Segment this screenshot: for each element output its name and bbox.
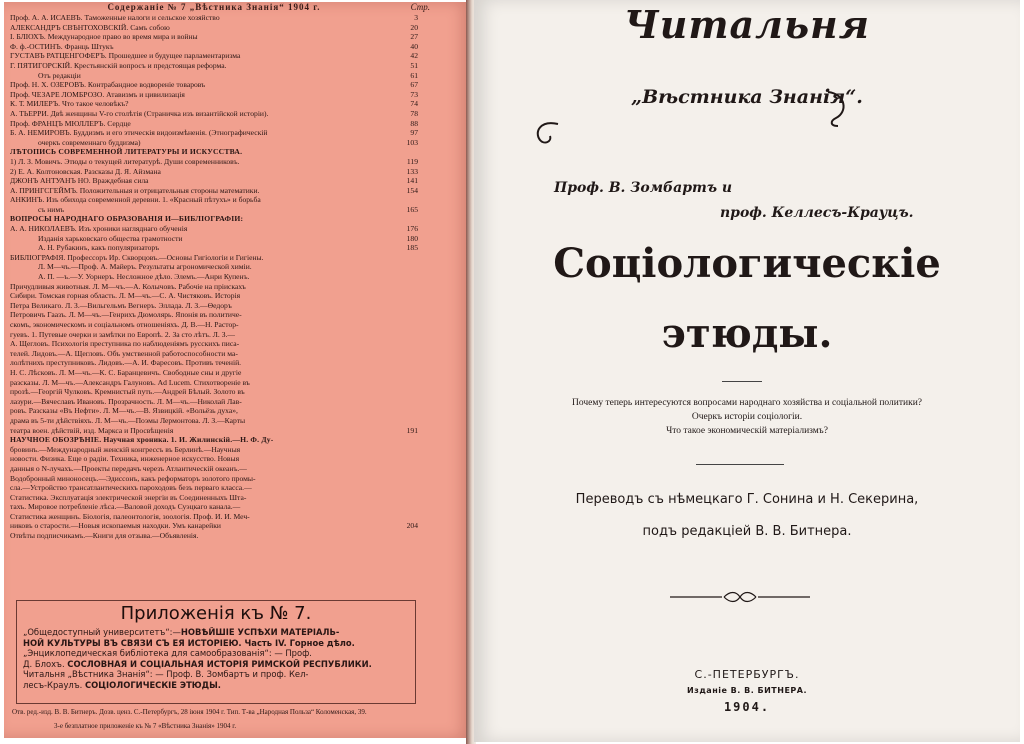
appendix-line bbox=[23, 659, 413, 670]
toc-entry-text: театра воен. дѣйствій, изд. Маркса и Просвѣщенія bbox=[10, 425, 174, 435]
toc-entry bbox=[10, 128, 418, 138]
toc-entry-text: А. П. —ъ.—У. Уорнеръ. Несложное дѣло. Элемъ.—Анри Купенъ. bbox=[38, 272, 250, 282]
toc-page-number: 40 bbox=[410, 41, 418, 51]
section-rule bbox=[696, 464, 784, 465]
toc-entry-text: данныя о N-лучахъ.—Проекты передачъ черезъ Атлантическій океанъ.— bbox=[10, 463, 247, 473]
contents-header: Содержаніе № 7 „Вѣстника Знанія“ 1904 г. bbox=[107, 2, 321, 12]
toc-entry-text: сла.—Устройство трансатлантическихъ пароходовъ безъ перваго класса.— bbox=[10, 483, 252, 493]
series-subtitle: „Вѣстника Знанія“. bbox=[631, 86, 863, 108]
appendix-line bbox=[23, 680, 413, 691]
toc-entry-text: очеркъ современнаго буддизма) bbox=[38, 137, 141, 147]
appendix-line bbox=[23, 627, 413, 638]
toc-page-number: 119 bbox=[406, 156, 418, 166]
toc-entry-text: А. Н. Рубакинъ, какъ популяризаторъ bbox=[38, 243, 160, 253]
appendix-title: Приложенія къ № 7. bbox=[120, 603, 312, 624]
toc-entry bbox=[10, 406, 418, 416]
toc-entry bbox=[10, 42, 418, 52]
toc-page-number: 61 bbox=[410, 70, 418, 80]
toc-entry-text: А. ТЬЕРРИ. Двѣ женщины V-го столѣтія (Страничка изъ византійской исторіи). bbox=[10, 108, 269, 118]
toc-entry-text: АНКИНЪ. Изъ обихода современной деревни. 1. «Красный пѣтухъ» и борьба bbox=[10, 195, 261, 205]
supplement-note: 3-е безплатное приложеніе къ № 7 «Вѣстника Знанія» 1904 г. bbox=[54, 722, 237, 730]
toc-entry bbox=[10, 282, 418, 292]
toc-entry-text: съ нимъ bbox=[38, 204, 65, 214]
translation-credit: Переводъ съ нѣмецкаго Г. Сонина и Н. Секерина, bbox=[575, 492, 919, 507]
author-kelles-krauz: проф. Келлесъ-Крауцъ. bbox=[720, 205, 914, 221]
toc-entry-text: А. ПРИНГСГЕЙМЪ. Положительныя и отрицательныя стороны математики. bbox=[10, 185, 260, 195]
appendix-lines bbox=[23, 627, 413, 691]
toc-entry bbox=[10, 320, 418, 330]
toc-entry bbox=[10, 474, 418, 484]
toc-entry-text: Петра Великаго. Л. З.—Вильгельмъ Вегнеръ. Эллада. Л. З.—Ѳедоръ bbox=[10, 300, 232, 310]
toc-page-number: 78 bbox=[410, 108, 418, 118]
toc-page-number: 74 bbox=[410, 99, 418, 109]
toc-page-number: 20 bbox=[410, 22, 418, 32]
appendix-line-bold-title: НОВѢЙШІЕ УСПѢХИ МАТЕРІАЛЬ- bbox=[180, 627, 340, 637]
toc-entry-text: Н. С. Лѣсковъ. Л. М—чъ.—К. С. Баранцевичъ. Свободные сны и другіе bbox=[10, 367, 242, 377]
toc-section-heading bbox=[10, 435, 418, 445]
toc-entry bbox=[10, 205, 418, 215]
toc-page-number: 51 bbox=[410, 60, 418, 70]
toc-entry bbox=[10, 272, 418, 282]
toc-entry bbox=[10, 339, 418, 349]
toc-entry bbox=[10, 186, 418, 196]
toc-entry-text: К. Т. МИЛЕРЪ. Что такое человѣкъ? bbox=[10, 99, 129, 109]
appendix-box bbox=[16, 600, 416, 704]
toc-entry bbox=[10, 330, 418, 340]
appendix-line bbox=[23, 648, 413, 659]
toc-page-number: 97 bbox=[410, 128, 418, 138]
toc-entry-text: А. А. НИКОЛАЕВЪ. Изъ хроники нагляднаго обученія bbox=[10, 224, 188, 234]
book-title-line-2: этюды. bbox=[661, 310, 833, 357]
toc-page-number: 176 bbox=[406, 224, 418, 234]
flourish-left-icon bbox=[530, 118, 560, 148]
book-title-line-1: Соціологическіе bbox=[553, 240, 941, 287]
toc-page-number: 165 bbox=[406, 204, 418, 214]
toc-entry bbox=[10, 301, 418, 311]
contents-page-column-label: Стр. bbox=[410, 2, 430, 12]
toc-entry-text: лолѣтнихъ преступниковъ. Лидовъ.—А. И. Фаресовъ. Противъ теченій. bbox=[10, 358, 242, 368]
toc-page-number: 141 bbox=[406, 176, 418, 186]
toc-entry bbox=[10, 138, 418, 148]
toc-entry bbox=[10, 416, 418, 426]
toc-entry bbox=[10, 454, 418, 464]
toc-page-number: 133 bbox=[406, 166, 418, 176]
toc-entry bbox=[10, 90, 418, 100]
toc-entry bbox=[10, 167, 418, 177]
toc-entry-text: 1) Л. З. Мовичъ. Этюды о текущей литературѣ. Души современниковъ. bbox=[10, 156, 240, 166]
publisher: Изданіе В. В. БИТНЕРА. bbox=[686, 686, 808, 695]
toc-entry bbox=[10, 234, 418, 244]
toc-entry-text: Г. ПЯТИГОРСКІЙ. Крестьянскій вопросъ и предстоящая реформа. bbox=[10, 60, 227, 70]
toc-page-number: 67 bbox=[410, 80, 418, 90]
toc-entry-text: АЛЕКСАНДРЪ СВѢНТОХОВСКІЙ. Самъ собою bbox=[10, 22, 170, 32]
publication-year: 1904. bbox=[723, 700, 771, 714]
toc-entry bbox=[10, 531, 418, 541]
toc-entry-text: лазури.—Вячеславъ Ивановъ. Прозрачность. Л. М—чъ.—Николай Лав- bbox=[10, 396, 242, 406]
appendix-line-text: „Энциклопедическая библіотека для самообразованія“: — Проф. bbox=[23, 648, 312, 659]
toc-entry-text: Причудливыя животныя. Л. М—чъ.—А. Колычовъ. Рабочіе на пріискахъ bbox=[10, 281, 246, 291]
toc-entry bbox=[10, 387, 418, 397]
toc-entry bbox=[10, 358, 418, 368]
toc-entry bbox=[10, 32, 418, 42]
toc-entry-text: Водобронный миноносецъ.—Эдиссонъ, какъ реформаторъ золотого промы- bbox=[10, 473, 256, 483]
toc-entry-text: ЛѢТОПИСЬ СОВРЕМЕННОЙ ЛИТЕРАТУРЫ И ИСКУССТВА. bbox=[10, 147, 243, 157]
question-line: Очеркъ исторіи соціологіи. bbox=[691, 412, 803, 422]
toc-entry-text: Ф. ф.-ОСТИНЪ. Франць Штукъ bbox=[10, 41, 114, 51]
contents-questions bbox=[474, 396, 1020, 438]
toc-entry bbox=[10, 464, 418, 474]
toc-page-number: 185 bbox=[406, 243, 418, 253]
toc-entry-text: ГУСТАВЪ РАТЦЕНГОФЕРЪ. Прошедшее и будущее парламентаризма bbox=[10, 51, 241, 61]
toc-entry bbox=[10, 13, 418, 23]
toc-entry-text: ровъ. Разсказы «Въ Нефти». Л. М—чъ.—В. Язвицкій. «Вольёзь духа», bbox=[10, 406, 238, 416]
toc-entry bbox=[10, 493, 418, 503]
toc-entry-text: ВОПРОСЫ НАРОДНАГО ОБРАЗОВАНІЯ И—БИБЛІОГРАФІИ: bbox=[10, 214, 244, 224]
toc-entry-text: Отвѣты подписчикамъ.—Книги для отзыва.—Объявленія. bbox=[10, 531, 199, 541]
toc-entry-text: телей. Лидовъ.—А. Щегловъ. Объ умственной работоспособности ма- bbox=[10, 348, 238, 358]
toc-entry-text: А. Щегловъ. Психологія преступника по наблюденіямъ русскихъ писа- bbox=[10, 339, 240, 349]
toc-entry-text: Проф. Н. Х. ОЗЕРОВЪ. Контрабандное водвореніе товаровъ bbox=[10, 80, 206, 90]
question-line: Что такое экономическій матеріализмъ? bbox=[666, 426, 828, 436]
toc-entry bbox=[10, 445, 418, 455]
appendix-line-bold-title: СОСЛОВНАЯ И СОЦІАЛЬНАЯ ИСТОРІЯ РИМСКОЙ РЕСПУБЛИКИ. bbox=[67, 658, 372, 669]
toc-entry-text: скомъ, экономическомъ и соціальномъ отношеніяхъ. Д. В.—Н. Растор- bbox=[10, 320, 239, 329]
toc-entry-text: БИБЛІОГРАФІЯ. Профессоръ Ир. Скворцовъ.—Основы Гигіологіи и Гигіены. bbox=[10, 252, 264, 262]
toc-entry-text: Изданія харьковскаго общества грамотности bbox=[38, 233, 183, 243]
author-sombart: Проф. В. Зомбартъ и bbox=[554, 180, 733, 196]
toc-entry bbox=[10, 426, 418, 436]
toc-entry-text: Проф. ФРАНЦЪ МЮЛЛЕРЪ. Сердце bbox=[10, 118, 131, 128]
toc-entry-text: прозѣ.—Георгій Чулковъ. Кремнистый путь.—Андрей Бѣлый. Золото въ bbox=[10, 387, 245, 397]
toc-entry bbox=[10, 502, 418, 512]
ornament-divider-icon bbox=[670, 590, 810, 604]
toc-entry-text: Проф. А. А. ИСАЕВЪ. Таможенные налоги и сельское хозяйство bbox=[10, 13, 220, 22]
toc-page-number: 204 bbox=[406, 521, 418, 531]
contents-list bbox=[10, 13, 418, 541]
appendix-line bbox=[23, 638, 413, 649]
series-title: Читальня bbox=[624, 2, 870, 47]
appendix-line-text: „Общедоступный университетъ“:— bbox=[23, 627, 181, 637]
toc-page-number: 73 bbox=[410, 89, 418, 99]
toc-page-number: 42 bbox=[410, 51, 418, 61]
appendix-line-text: Читальня „Вѣстника Знанія“: — Проф. В. Зомбартъ и проф. Кел- bbox=[23, 669, 309, 680]
title-rule bbox=[722, 381, 762, 382]
toc-entry bbox=[10, 23, 418, 33]
appendix-line bbox=[23, 669, 413, 680]
toc-entry bbox=[10, 378, 418, 388]
toc-entry-text: Статистика. Эксплуатація электрической энергіи въ Соединенныхъ Шта- bbox=[10, 492, 247, 502]
toc-entry bbox=[10, 51, 418, 61]
question-line: Почему теперь интересуются вопросами народнаго хозяйства и соціальной политики? bbox=[571, 398, 923, 408]
appendix-line-text: Д. Блохъ. bbox=[23, 658, 68, 669]
toc-entry-text: тахъ. Мировое потребленіе лѣса.—Валовой доходъ Суэцкаго канала.— bbox=[10, 502, 241, 512]
toc-entry-text: Отъ редакціи bbox=[38, 70, 81, 80]
toc-entry bbox=[10, 71, 418, 81]
toc-entry-text: никовъ о старости.—Новыя ископаемыя находки. Умъ канарейки bbox=[10, 521, 221, 531]
toc-section-heading bbox=[10, 147, 418, 157]
toc-entry bbox=[10, 195, 418, 205]
toc-entry-text: Л. М—чъ.—Проф. А. Майеръ. Результаты агрономической химіи. bbox=[38, 262, 252, 272]
toc-page-number: 191 bbox=[406, 425, 418, 435]
toc-entry bbox=[10, 483, 418, 493]
toc-page-number: 3 bbox=[414, 13, 418, 22]
toc-entry bbox=[10, 176, 418, 186]
right-page-title-page bbox=[474, 0, 1020, 742]
toc-entry bbox=[10, 99, 418, 109]
appendix-line-text: лесъ-Краулъ. bbox=[23, 679, 85, 690]
toc-page-number: 180 bbox=[406, 233, 418, 243]
toc-entry bbox=[10, 109, 418, 119]
toc-entry bbox=[10, 397, 418, 407]
toc-entry-text: Сибири. Томская горная область. Л. М—чъ.—С. А. Чистяковъ. Исторія bbox=[10, 291, 241, 301]
imprint-line: Отв. ред.-изд. В. В. Битнеръ. Дозв. ценз. С.-Петербургъ, 28 іюня 1904 г. Тип. Т-ва „Народная Польза“ Коломенская, 39. bbox=[12, 708, 367, 716]
toc-entry-text: разсказы. Л. М—чъ.—Александръ Галуновъ. Ad Lucem. Стихотвореніе въ bbox=[10, 377, 250, 387]
editor-credit: подъ редакціей В. В. Битнера. bbox=[642, 524, 852, 539]
toc-entry-text: ДЖОНЪ АНТУАНЪ НО. Враждебная сила bbox=[10, 176, 149, 186]
toc-entry bbox=[10, 349, 418, 359]
toc-entry bbox=[10, 512, 418, 522]
toc-entry bbox=[10, 253, 418, 263]
toc-entry-text: Б. А. НЕМИРОВЪ. Буддизмъ и его этическія видоизмѣненія. (Этнографическій bbox=[10, 128, 268, 138]
toc-entry-text: Проф. ЧЕЗАРЕ ЛОМБРОЗО. Атавизмъ и цивилизація bbox=[10, 89, 185, 99]
toc-entry-text: бровинъ.—Международный женскій конгрессъ въ Берлинѣ.—Научныя bbox=[10, 444, 241, 454]
toc-page-number: 154 bbox=[406, 185, 418, 195]
toc-entry-text: новости. Физика. Еще о радіи. Техника, инженерное искусство. Новыя bbox=[10, 454, 240, 464]
toc-entry-text: драма въ 5-ти дѣйствіяхъ. Л. М—чъ.—Поэмы Лермонтова. Л. З.—Карты bbox=[10, 415, 246, 425]
publication-city: С.-ПЕТЕРБУРГЪ. bbox=[694, 668, 800, 681]
toc-entry bbox=[10, 157, 418, 167]
toc-page-number: 27 bbox=[410, 32, 418, 42]
toc-entry bbox=[10, 61, 418, 71]
toc-entry bbox=[10, 80, 418, 90]
toc-entry bbox=[10, 521, 418, 531]
toc-entry bbox=[10, 243, 418, 253]
toc-section-heading bbox=[10, 214, 418, 224]
toc-entry-text: Статистика женщинъ. Біологія, палеонтологія, зоологія. Проф. И. И. Меч- bbox=[10, 511, 250, 521]
toc-entry bbox=[10, 224, 418, 234]
flourish-right-icon bbox=[824, 88, 850, 128]
toc-entry bbox=[10, 310, 418, 320]
toc-entry-text: НАУЧНОЕ ОБОЗРѢНІЕ. Научная хроника. 1. И. Жилинскій.—Н. Ф. Ду- bbox=[10, 435, 274, 445]
appendix-line-bold-title: СОЦІОЛОГИЧЕСКІЕ ЭТЮДЫ. bbox=[85, 679, 221, 690]
toc-entry-text: Петровичъ Гаазъ. Л. М—чъ.—Генрихъ Дюмолярь. Японія въ политиче- bbox=[10, 310, 242, 320]
toc-entry-text: гуевъ. 1. Путевые очерки и замѣтки по Европѣ. 2. За сто лѣтъ. Л. З.— bbox=[10, 329, 236, 339]
toc-page-number: 88 bbox=[410, 118, 418, 128]
appendix-line-bold-title: НОЙ КУЛЬТУРЫ ВЪ СВЯЗИ СЪ ЕЯ ИСТОРІЕЮ. Часть IV. Горное дѣло. bbox=[23, 637, 355, 648]
toc-entry bbox=[10, 368, 418, 378]
toc-entry bbox=[10, 262, 418, 272]
toc-entry-text: 2) Е. А. Колтоновская. Разсказы Д. Я. Айзмана bbox=[10, 166, 161, 176]
toc-entry bbox=[10, 291, 418, 301]
toc-page-number: 103 bbox=[406, 137, 418, 147]
toc-entry bbox=[10, 119, 418, 129]
toc-entry-text: І. БЛІОХЪ. Международное право во время мира и войны bbox=[10, 32, 198, 42]
left-page-table-of-contents bbox=[4, 2, 470, 738]
